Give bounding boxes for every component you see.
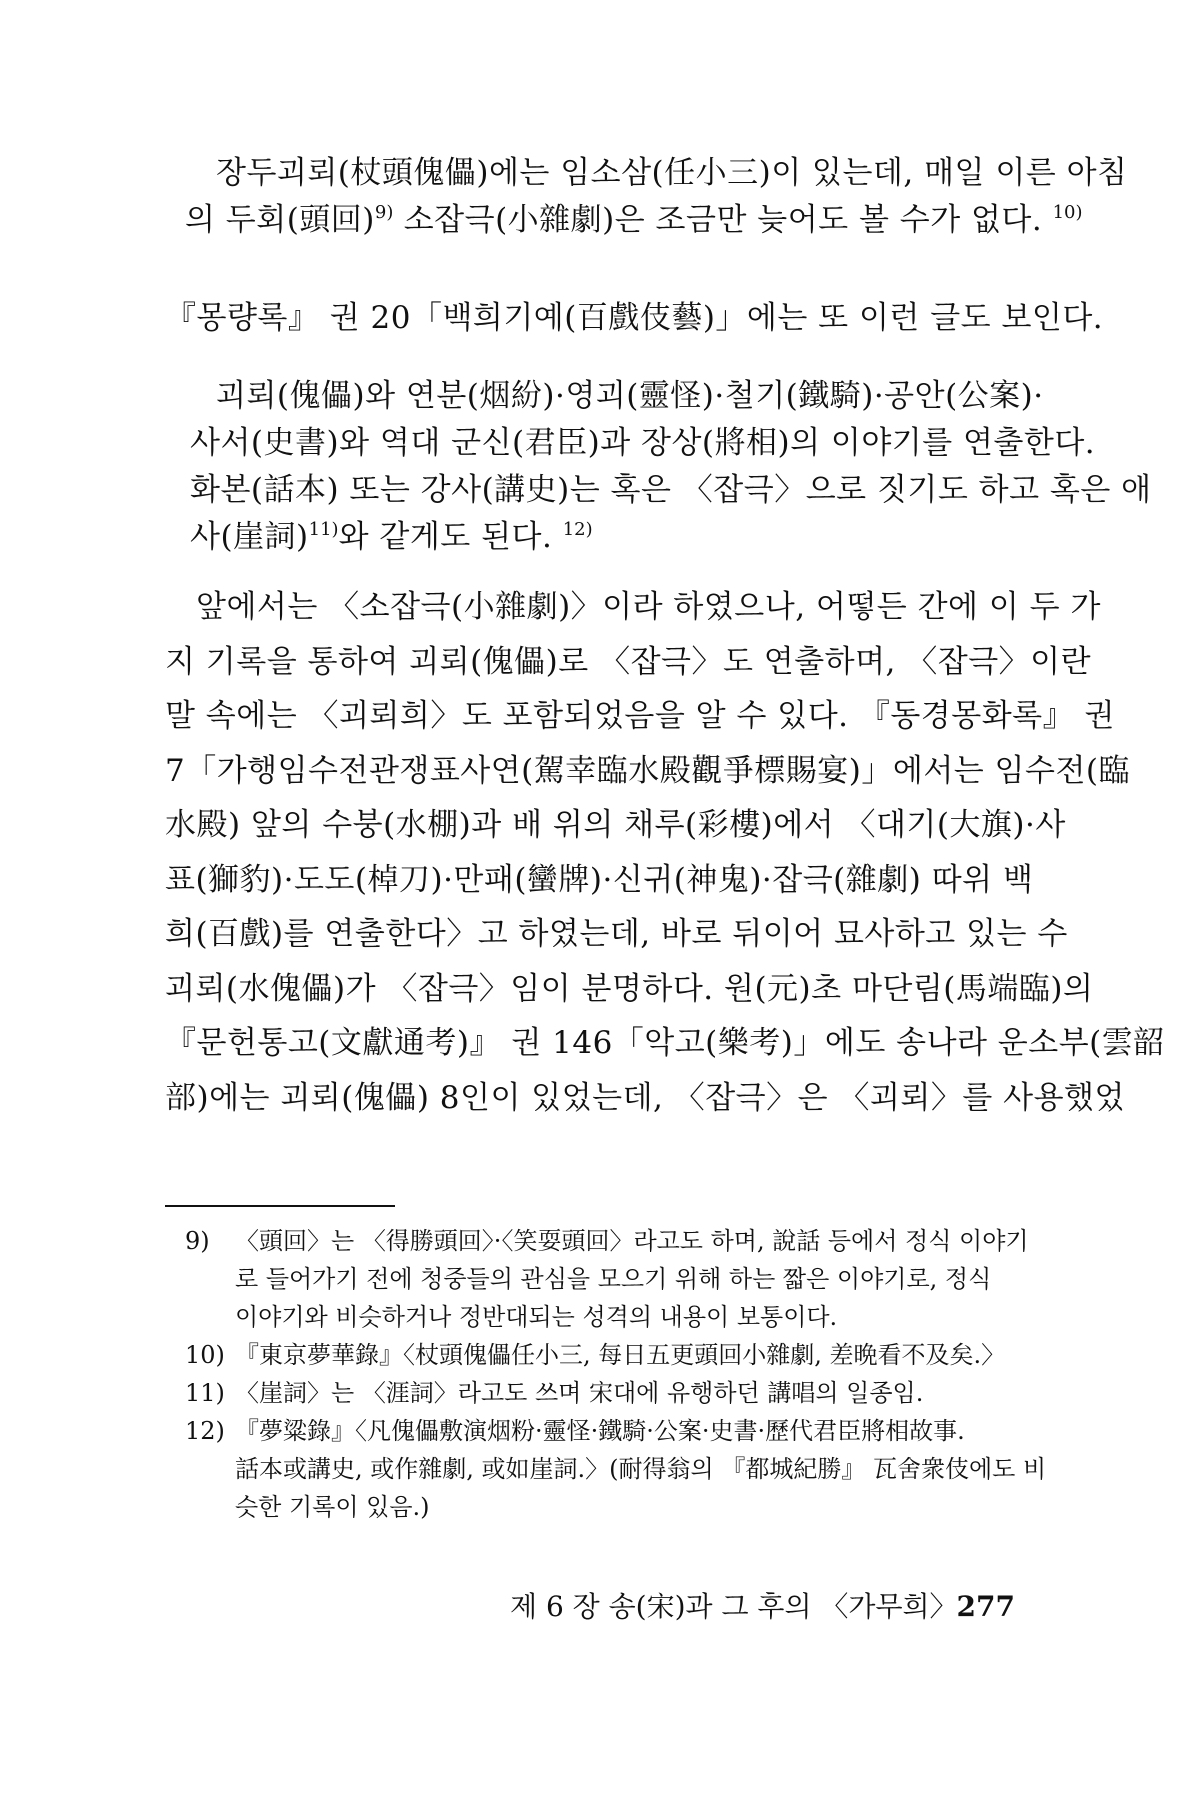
footnote-line: 〈崖詞〉는 〈涯詞〉라고도 쓰며 宋대에 유행하던 講唱의 일종임. [235, 1379, 924, 1407]
footnote-ref-12: 12) [562, 519, 593, 540]
paragraph-1-line-2-text-a: 의 두회(頭回) [185, 202, 375, 238]
footnote-ref-9: 9) [374, 202, 394, 223]
paragraph-3-line-2: 지 기록을 통하여 괴뢰(傀儡)로 〈잡극〉도 연출하며, 〈잡극〉이란 [165, 643, 1092, 680]
quote-line-4-text-b: 와 같게도 된다. [338, 519, 553, 555]
footnote-line: 로 들어가기 전에 청중들의 관심을 모으기 위해 하는 짧은 이야기로, 정식 [235, 1265, 992, 1293]
quote-line-2: 사서(史書)와 역대 군신(君臣)과 장상(將相)의 이야기를 연출한다. [190, 425, 1096, 461]
paragraph-3-line-4: 7「가행임수전관쟁표사연(駕幸臨水殿觀爭標賜宴)」에서는 임수전(臨 [165, 752, 1130, 789]
page-number: 277 [956, 1590, 1015, 1623]
footnote-12 [185, 1412, 1047, 1526]
paragraph-1-line-2 [185, 197, 1083, 248]
block-quote [190, 373, 1152, 565]
chapter-title: 제 6 장 송(宋)과 그 후의 〈가무희〉 [510, 1590, 958, 1623]
paragraph-3-line-6: 표(獅豹)·도도(棹刀)·만패(蠻牌)·신귀(神鬼)·잡극(雜劇) 따위 백 [165, 861, 1034, 898]
footnote-11 [185, 1374, 1025, 1412]
footnote-number: 10) [185, 1341, 225, 1369]
footnote-number: 11) [185, 1379, 225, 1407]
paragraph-2-line-1: 『몽량록』 권 20「백희기예(百戲伎藝)」에는 또 이런 글도 보인다. [165, 300, 1104, 336]
paragraph-3-line-8: 괴뢰(水傀儡)가 〈잡극〉임이 분명하다. 원(元)초 마단림(馬端臨)의 [165, 970, 1094, 1007]
running-footer [510, 1585, 1015, 1625]
paragraph-3-line-9: 『문헌통고(文獻通考)』 권 146「악고(樂考)」에도 송나라 운소부(雲韶 [165, 1025, 1165, 1061]
quote-line-4 [190, 514, 1025, 565]
paragraph-3-line-10: 部)에는 괴뢰(傀儡) 8인이 있었는데, 〈잡극〉은 〈괴뢰〉를 사용했었 [165, 1079, 1125, 1116]
paragraph-1-line-1: 장두괴뢰(杖頭傀儡)에는 임소삼(任小三)이 있는데, 매일 이른 아침 [216, 155, 1128, 191]
footnote-line: 話本或講史, 或作雜劇, 或如崖詞.〉(耐得翁의 『都城紀勝』 瓦舍衆伎에도 비 [235, 1455, 1047, 1483]
paragraph-1 [185, 150, 1128, 248]
paragraph-2 [165, 295, 1104, 342]
quote-line-4-text-a: 사(崖詞) [190, 519, 309, 555]
footnote-line: 〈頭回〉는 〈得勝頭回〉·〈笑耍頭回〉라고도 하며, 說話 등에서 정식 이야기 [235, 1227, 1029, 1255]
paragraph-3-line-7: 희(百戲)를 연출한다〉고 하였는데, 바로 뒤이어 묘사하고 있는 수 [165, 916, 1068, 952]
footnote-separator [165, 1205, 395, 1207]
footnotes [185, 1222, 1047, 1526]
quote-line-3: 화본(話本) 또는 강사(講史)는 혹은 〈잡극〉으로 짓기도 하고 혹은 애 [190, 472, 1152, 508]
quote-line-1: 괴뢰(傀儡)와 연분(烟紛)·영괴(靈怪)·철기(鐵騎)·공안(公案)· [216, 378, 1044, 414]
footnote-line: 『東京夢華錄』〈杖頭傀儡任小三, 每日五更頭回小雜劇, 差晩看不及矣.〉 [235, 1341, 1006, 1369]
footnote-line: 『夢粱錄』〈凡傀儡敷演烟粉·靈怪·鐵騎·公案·史書·歷代君臣將相故事. [235, 1417, 965, 1445]
footnote-10 [185, 1336, 1025, 1374]
footnote-number: 12) [185, 1417, 225, 1445]
paragraph-3 [165, 580, 1165, 1125]
footnote-ref-11: 11) [308, 519, 339, 540]
footnote-number: 9) [185, 1227, 210, 1255]
paragraph-3-line-5: 水殿) 앞의 수붕(水棚)과 배 위의 채루(彩樓)에서 〈대기(大旗)·사 [165, 807, 1066, 843]
footnote-9 [185, 1222, 1029, 1336]
footnote-line: 슷한 기록이 있음.) [235, 1493, 430, 1521]
paragraph-3-line-1: 앞에서는 〈소잡극(小雜劇)〉이라 하였으나, 어떻든 간에 이 두 가 [196, 589, 1101, 625]
footnote-ref-10: 10) [1052, 202, 1083, 223]
paragraph-1-line-2-text-b: 소잡극(小雜劇)은 조금만 늦어도 볼 수가 없다. [403, 202, 1043, 238]
paragraph-3-line-3: 말 속에는 〈괴뢰희〉도 포함되었음을 알 수 있다. 『동경몽화록』 권 [165, 698, 1115, 734]
footnote-line: 이야기와 비슷하거나 정반대되는 성격의 내용이 보통이다. [235, 1303, 838, 1331]
